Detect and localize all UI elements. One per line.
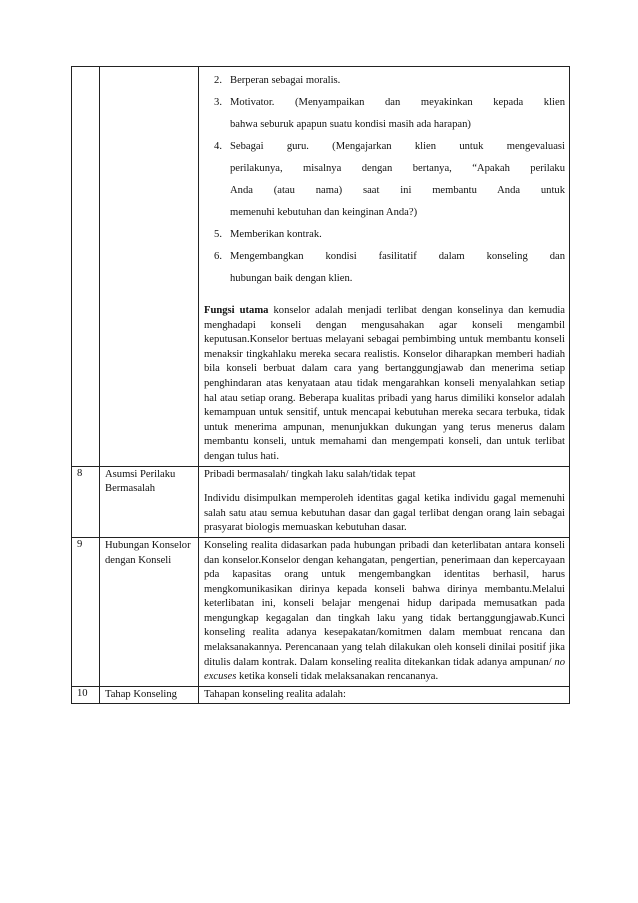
row10-text: Tahapan konseling realita adalah: (204, 688, 346, 700)
cell-label: Asumsi Perilaku Bermasalah (100, 466, 199, 537)
list-item: 6. Mengembangkan kondisi fasilitatif dalam konseling dan hubungan baik dengan klien. (214, 251, 565, 284)
table-row-continued (72, 67, 570, 467)
cell-number: 8 (72, 466, 100, 537)
cell-number-empty (72, 67, 100, 467)
cell-number: 10 (72, 686, 100, 704)
row9-paragraph: Konseling realita didasarkan pada hubungan pribadi dan keterlibatan antara konseli dan konselor.Konselor dengan kehangatan, pengertian, penerimaan dan kepercayaan pda kapasitas orang untuk mengembangkan identitas berhasil, harus mengkomunikasikan dirinya kepada konseli bahwa dirinya membantu.Melalui keterlibatan ini, konseli belajar mengenai hidup daripada memusatkan pada mengungkap kegagalan dan tingkah laku yang tidak bertanggungjawab.Kunci konseling realita adanya kesepakatan/komitmen dalam membuat rencana dan melaksanakannya. Perencanaan yang telah dilakukan oleh konseli dinilai positif jika ditulis dalam kontrak. Dalam konseling realita ditekankan tidak adanya ampunan/ no excuses ketika konseli tidak melaksanakan rencananya. (204, 539, 565, 683)
cell-number: 9 (72, 537, 100, 686)
cell-label: Tahap Konseling (100, 686, 199, 704)
cell-content (199, 466, 570, 537)
table-row-8 (72, 466, 570, 537)
content-table (71, 66, 570, 704)
fungsi-utama-paragraph: Fungsi utama konselor adalah menjadi terlibat dengan konselinya dan kemudia menghadapi konseli dengan mengusahakan agar konseli mengambil keputusan.Konselor bertuas melayani sebagai pembimbing untuk membantu konseli menaksir tingkahlaku mereka secara realistis. Konselor diharapkan memberi hadiah bila konseli berbuat dalam cara yang bertanggungjawab dan menerima setiap penghindaran atas kenyataan atau tidak mengarahkan konseli menyalahkan setiap hal atau setiap orang. Beberapa kualitas pribadi yang harus dimiliki konselor adalah kemampuan untuk sensitif, untuk mencapai kebutuhan mereka secara terbuka, tidak untuk menerima ampunan, menunjukkan dukungan yang terus menerus dalam membantu konseli, untuk memahami dan mengempati konseli, dan untuk terlibat dengan tulus hati. (204, 305, 566, 462)
cell-content (199, 686, 570, 704)
cell-label-empty (100, 67, 199, 467)
cell-content-roles (199, 67, 570, 467)
list-item: 2. Berperan sebagai moralis. (214, 75, 341, 86)
role-list (204, 70, 565, 290)
list-item: 5. Memberikan kontrak. (214, 229, 322, 240)
cell-content (199, 537, 570, 686)
cell-label: Hubungan Konselor dengan Konseli (100, 537, 199, 686)
fungsi-utama-heading: Fungsi utama (204, 305, 269, 316)
table-row-10 (72, 686, 570, 704)
list-item: 3. Motivator. (Menyampaikan dan meyakinkan kepada klien bahwa seburuk apapun suatu kondisi masih ada harapan) (214, 97, 565, 130)
table-row-9 (72, 537, 570, 686)
row8-line: Pribadi bermasalah/ tingkah laku salah/tidak tepat (204, 468, 416, 480)
list-item: 4. Sebagai guru. (Mengajarkan klien untuk mengevaluasi perilakunya, misalnya dengan bertanya, “Apakah perilaku Anda (atau nama) saat ini membantu Anda untuk memenuhi kebutuhan dan keinginan Anda?) (214, 141, 565, 218)
row8-paragraph: Individu disimpulkan memperoleh identitas gagal ketika individu gagal memenuhi salah satu atau semua kebutuhan dasar dan gagal terlibat dengan orang lain sebagai prasyarat biologis memuaskan kebutuhan dasar. (204, 493, 565, 534)
